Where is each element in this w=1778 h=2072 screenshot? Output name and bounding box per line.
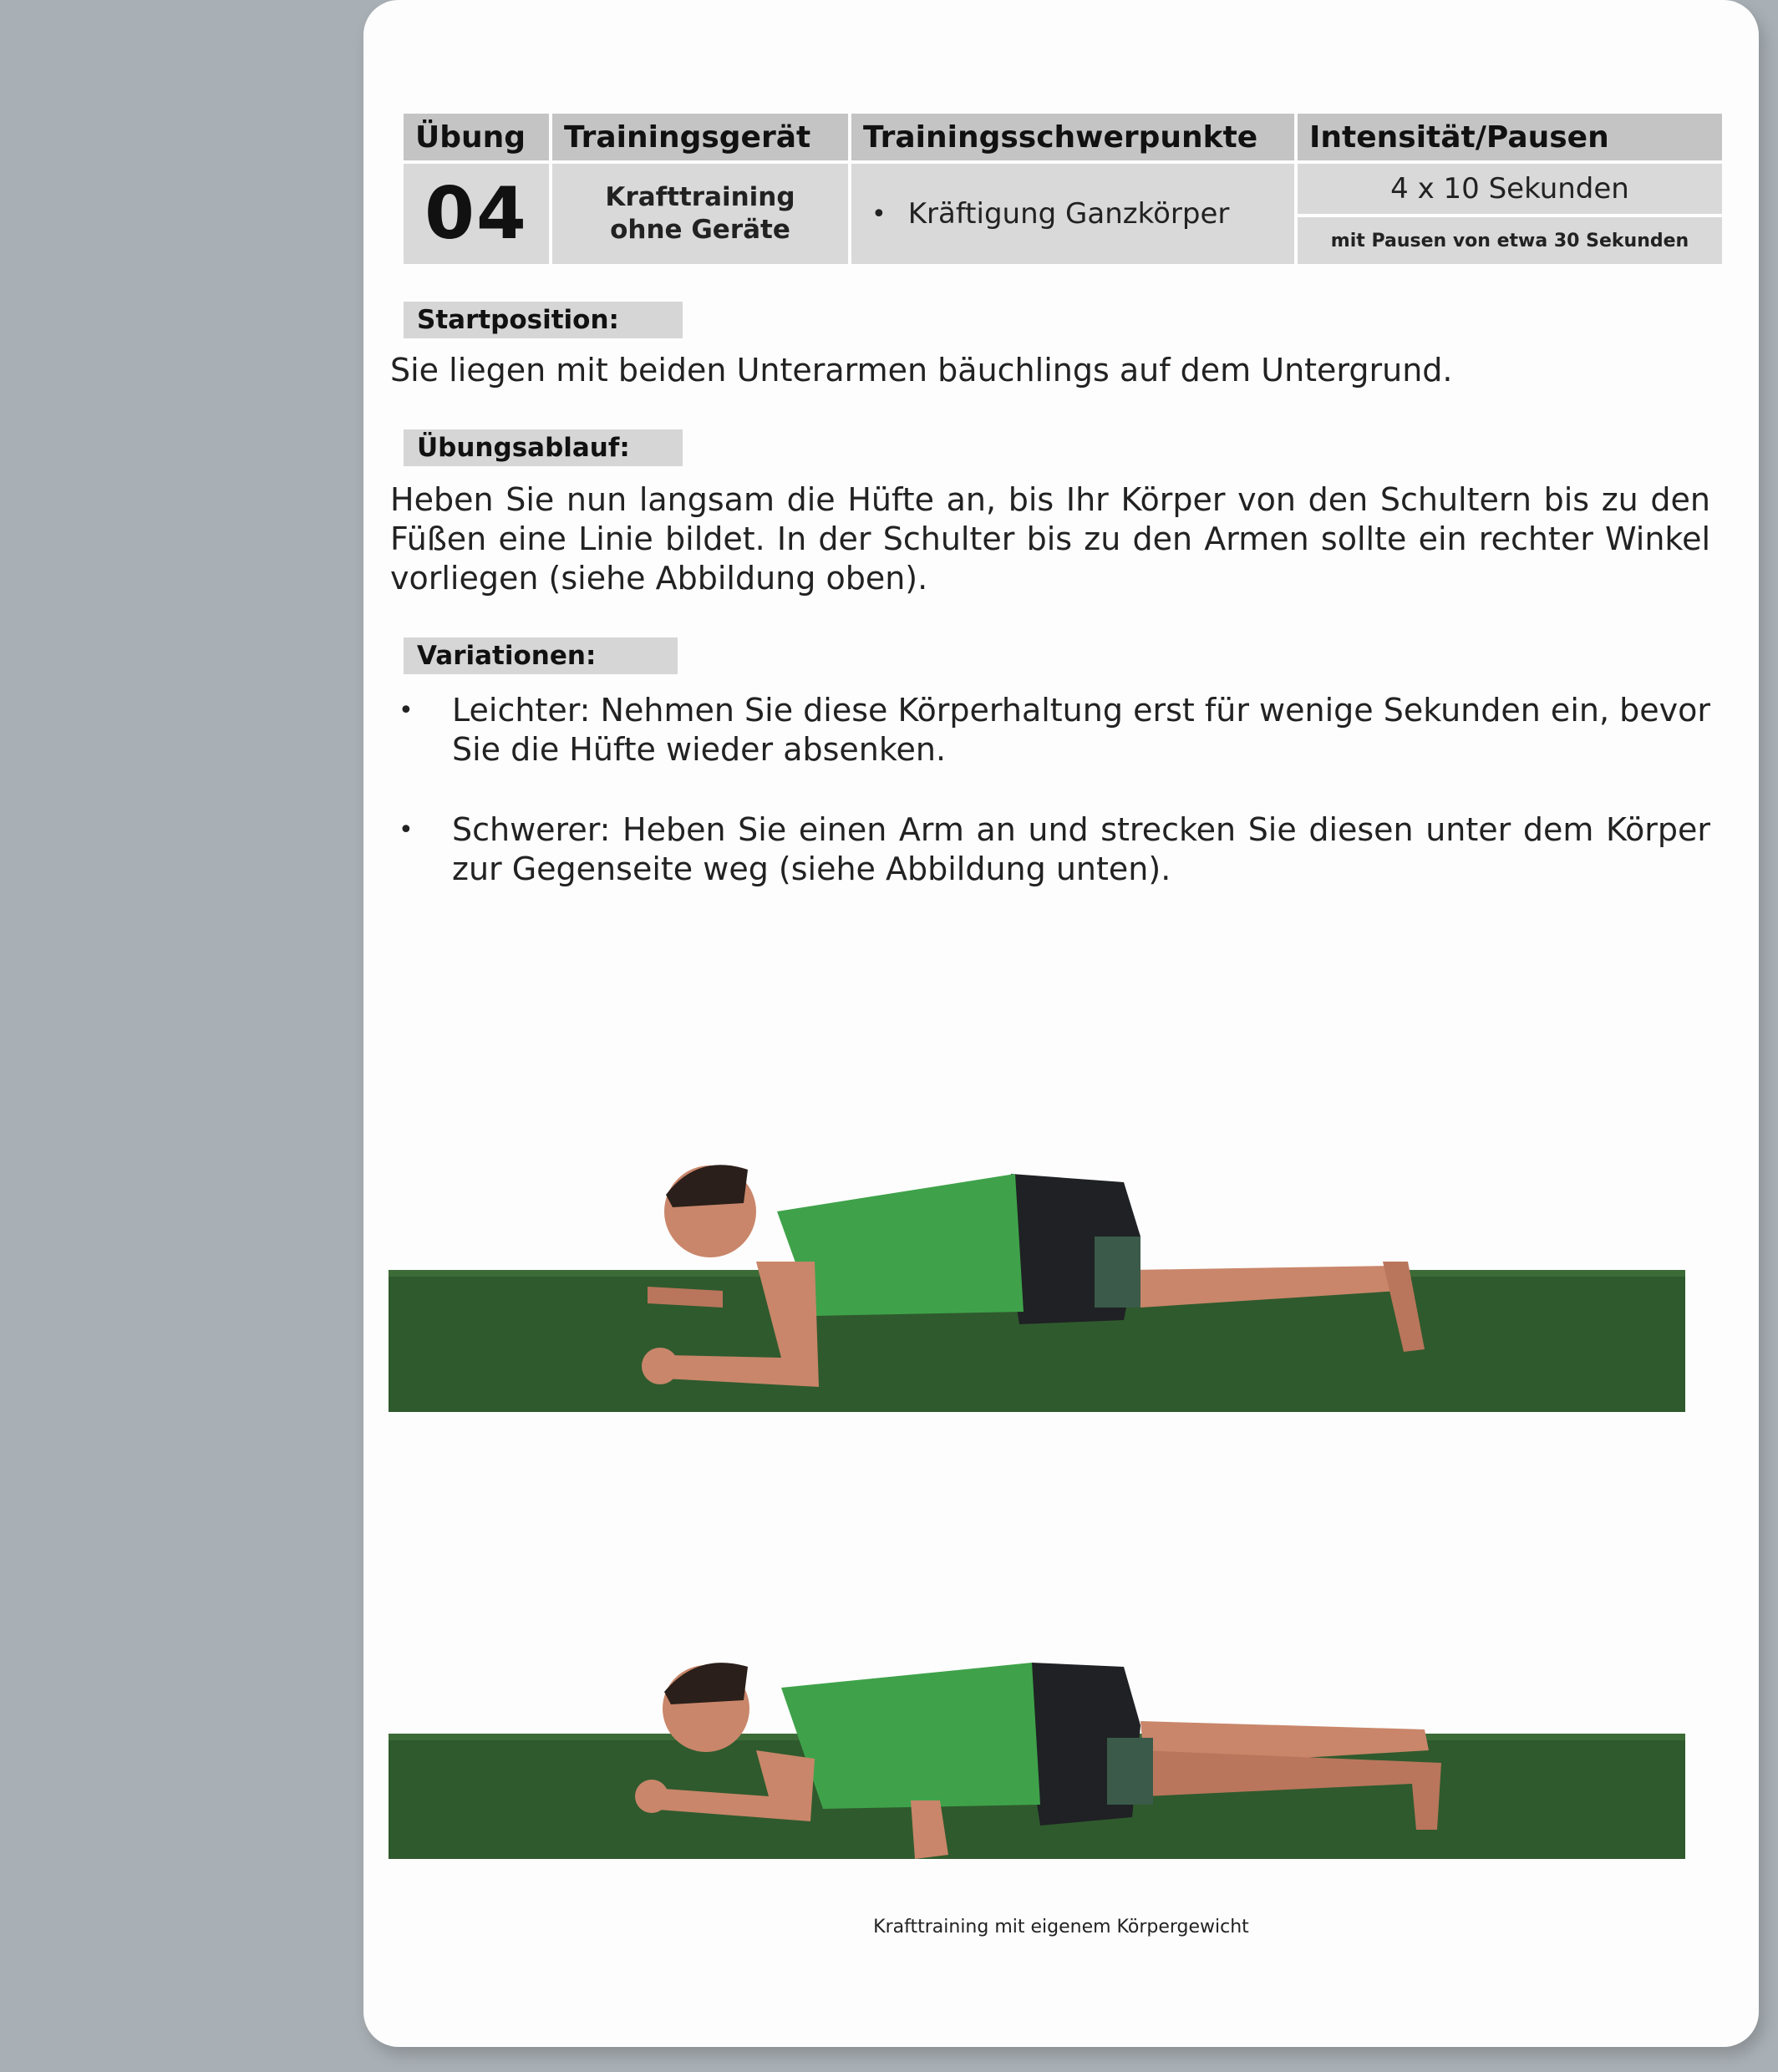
- variation-item: [399, 810, 1710, 889]
- equipment-line-2: ohne Geräte: [610, 215, 790, 245]
- variation-text: Leichter: Nehmen Sie diese Körperhaltung erst für wenige Sekunden ein, bevor Sie die Hüfte wieder absenken.: [452, 692, 1710, 768]
- variation-bullet: •: [399, 815, 414, 845]
- table-header-row: [404, 114, 1722, 164]
- header-focus: Trainingsschwerpunkte: [851, 114, 1294, 160]
- start-text: Sie liegen mit beiden Unterarmen bäuchlings auf dem Untergrund.: [390, 352, 1453, 388]
- header-equipment: Trainingsgerät: [552, 114, 848, 160]
- focus-bullet: •: [871, 199, 886, 229]
- start-label: Startposition:: [404, 302, 683, 338]
- exercise-table: [404, 114, 1722, 264]
- variation-bullet: •: [399, 696, 414, 725]
- header-intensity: Intensität/Pausen: [1298, 114, 1722, 160]
- intensity-text: 4 x 10 Sekunden: [1298, 164, 1722, 214]
- procedure-label: Übungsablauf:: [404, 429, 683, 466]
- footer-caption: Krafttraining mit eigenem Körpergewicht: [873, 1917, 1249, 1937]
- focus-cell: [851, 164, 1294, 264]
- exercise-card: [363, 0, 1759, 2047]
- exercise-number: 04: [424, 172, 528, 256]
- focus-text: Kräftigung Ganzkörper: [907, 197, 1230, 231]
- pause-text: mit Pausen von etwa 30 Sekunden: [1298, 217, 1722, 264]
- equipment-cell: [552, 164, 848, 264]
- intensity-cell: [1298, 164, 1722, 264]
- plank-photo-bottom: [389, 1642, 1685, 1892]
- plank-photo-top: [389, 1136, 1685, 1429]
- variation-text: Schwerer: Heben Sie einen Arm an und strecken Sie diesen unter dem Körper zur Gegenseite weg (siehe Abbildung unten).: [452, 811, 1710, 887]
- variation-item: [399, 691, 1710, 769]
- procedure-text: Heben Sie nun langsam die Hüfte an, bis Ihr Körper von den Schultern bis zu den Füßen eine Linie bildet. In der Schulter bis zu den Armen sollte ein rechter Winkel vorliegen (siehe Abbildung oben).: [390, 481, 1710, 597]
- equipment-line-1: Krafttraining: [605, 182, 795, 212]
- exercise-number-cell: [404, 164, 549, 264]
- table-body-row: [404, 164, 1722, 264]
- header-exercise: Übung: [404, 114, 549, 160]
- variations-label: Variationen:: [404, 637, 678, 674]
